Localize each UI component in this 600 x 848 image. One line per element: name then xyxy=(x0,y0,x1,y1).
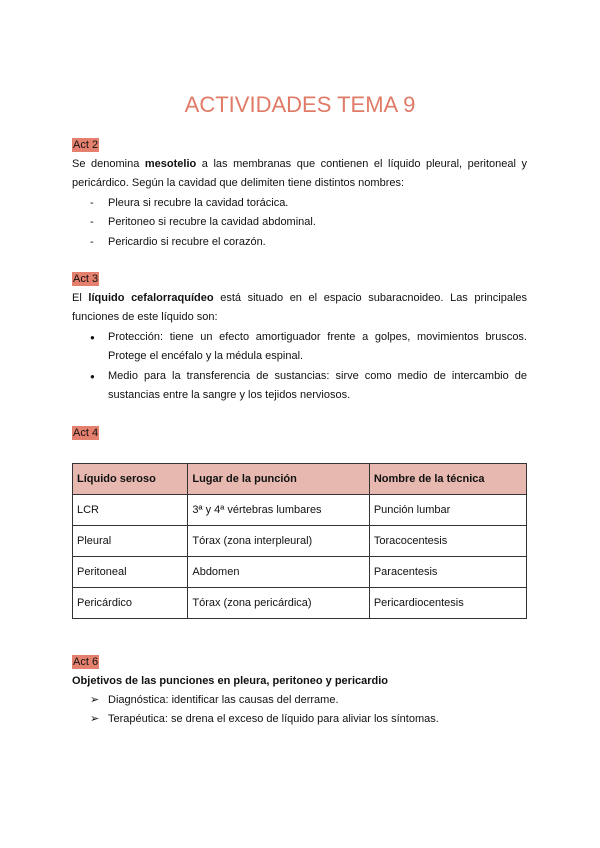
table-row xyxy=(73,526,527,557)
table-cell: Pericardiocentesis xyxy=(369,588,526,619)
act3-list xyxy=(90,328,527,405)
list-item: ➢ Terapéutica: se drena el exceso de líquido para aliviar los síntomas. xyxy=(90,713,439,726)
table-cell: Paracentesis xyxy=(369,557,526,588)
header-cell: Lugar de la punción xyxy=(188,464,369,495)
list-item: ● Medio para la transferencia de sustancias: sirve como medio de intercambio de sustancias entre la sangre y los tejidos nerviosos. xyxy=(90,369,527,401)
table-cell: Punción lumbar xyxy=(369,495,526,526)
table-cell: Tórax (zona pericárdica) xyxy=(188,588,369,619)
table-cell: LCR xyxy=(73,495,188,526)
act4-label: Act 4 xyxy=(73,427,99,439)
act6-list xyxy=(90,691,527,730)
list-item: ● Protección: tiene un efecto amortiguador frente a golpes, movimientos bruscos. Protege el encéfalo y la médula espinal. xyxy=(90,331,527,363)
table-cell: Abdomen xyxy=(188,557,369,588)
list-item: - Pleura si recubre la cavidad torácica. xyxy=(90,197,289,209)
table-cell: 3ª y 4ª vértebras lumbares xyxy=(188,495,369,526)
list-item: - Peritoneo si recubre la cavidad abdominal. xyxy=(90,216,316,229)
act3-paragraph: El líquido cefalorraquídeo está situado en el espacio subaracnoideo. Las principales funciones de este líquido son: xyxy=(72,292,528,324)
act6-heading: Objetivos de las punciones en pleura, peritoneo y pericardio xyxy=(72,675,389,687)
punctions-table xyxy=(72,463,527,619)
list-item: ➢ Diagnóstica: identificar las causas del derrame. xyxy=(90,694,339,706)
table-cell: Tórax (zona interpleural) xyxy=(188,526,369,557)
header-cell: Nombre de la técnica xyxy=(369,464,526,495)
list-item: - Pericardio si recubre el corazón. xyxy=(90,235,266,248)
header-cell: Líquido seroso xyxy=(73,464,188,495)
act3-label: Act 3 xyxy=(73,273,99,285)
table-cell: Pleural xyxy=(73,526,188,557)
act2-list xyxy=(90,194,527,252)
act6-label: Act 6 xyxy=(73,656,99,668)
act2-label: Act 2 xyxy=(73,139,99,151)
table-row xyxy=(73,588,527,619)
act2-paragraph: Se denomina mesotelio a las membranas que contienen el líquido pleural, peritoneal y pericárdico. Según la cavidad que delimiten tiene distintos nombres: xyxy=(72,158,527,190)
table-cell: Pericárdico xyxy=(73,588,188,619)
table-row xyxy=(73,495,527,526)
table-cell: Peritoneal xyxy=(73,557,188,588)
page-title: ACTIVIDADES TEMA 9 xyxy=(184,92,416,117)
table-header-row xyxy=(73,464,527,495)
table-cell: Toracocentesis xyxy=(369,526,526,557)
table-row xyxy=(73,557,527,588)
